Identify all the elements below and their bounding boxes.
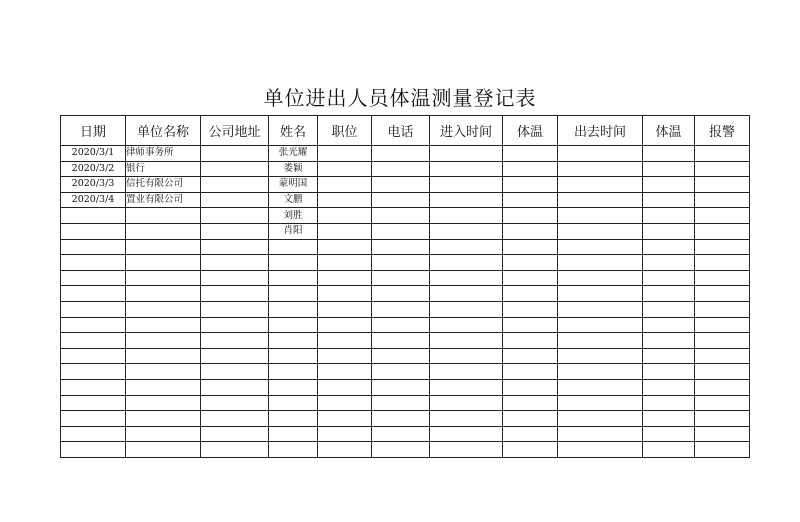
- cell-unit-name: [126, 442, 201, 458]
- cell-position: [318, 442, 372, 458]
- cell-entry-time: [430, 286, 503, 302]
- cell-phone: [372, 426, 430, 442]
- cell-temperature-in: [503, 426, 558, 442]
- cell-phone: [372, 364, 430, 380]
- cell-temperature-in: [503, 364, 558, 380]
- cell-entry-time: [430, 192, 503, 208]
- table-body: [61, 146, 750, 458]
- cell-exit-time: [558, 270, 643, 286]
- cell-temperature-out: [643, 286, 695, 302]
- cell-company-address: [201, 442, 269, 458]
- cell-temperature-in: [503, 379, 558, 395]
- cell-unit-name: [126, 395, 201, 411]
- table-row: [61, 317, 750, 333]
- cell-date: [61, 239, 126, 255]
- cell-temperature-in: [503, 348, 558, 364]
- cell-date: [61, 348, 126, 364]
- header-phone: 电话: [372, 116, 430, 146]
- cell-entry-time: [430, 301, 503, 317]
- table-row: [61, 208, 750, 224]
- cell-date: [61, 379, 126, 395]
- cell-date: [61, 317, 126, 333]
- cell-phone: [372, 442, 430, 458]
- cell-person-name: [269, 426, 318, 442]
- cell-entry-time: [430, 177, 503, 193]
- cell-person-name: [269, 411, 318, 427]
- table-row: [61, 379, 750, 395]
- cell-date: [61, 223, 126, 239]
- cell-phone: [372, 239, 430, 255]
- cell-entry-time: [430, 146, 503, 162]
- cell-unit-name: [126, 348, 201, 364]
- cell-unit-name: [126, 411, 201, 427]
- cell-company-address: [201, 348, 269, 364]
- header-date: 日期: [61, 116, 126, 146]
- cell-position: [318, 286, 372, 302]
- cell-person-name: 文鹏: [269, 192, 318, 208]
- cell-phone: [372, 223, 430, 239]
- cell-temperature-out: [643, 442, 695, 458]
- cell-company-address: [201, 255, 269, 271]
- table-row: [61, 161, 750, 177]
- table-row: [61, 442, 750, 458]
- cell-alarm: [695, 255, 750, 271]
- cell-entry-time: [430, 270, 503, 286]
- cell-temperature-out: [643, 208, 695, 224]
- cell-position: [318, 301, 372, 317]
- cell-person-name: 张光耀: [269, 146, 318, 162]
- header-unit-name: 单位名称: [126, 116, 201, 146]
- header-position: 职位: [318, 116, 372, 146]
- cell-position: [318, 364, 372, 380]
- cell-person-name: 刘胜: [269, 208, 318, 224]
- cell-position: [318, 379, 372, 395]
- header-temperature-out: 体温: [643, 116, 695, 146]
- cell-temperature-in: [503, 301, 558, 317]
- table-row: [61, 395, 750, 411]
- cell-alarm: [695, 411, 750, 427]
- table-row: [61, 223, 750, 239]
- table-row: [61, 239, 750, 255]
- cell-entry-time: [430, 426, 503, 442]
- header-exit-time: 出去时间: [558, 116, 643, 146]
- cell-date: 2020/3/2: [61, 161, 126, 177]
- cell-exit-time: [558, 161, 643, 177]
- cell-exit-time: [558, 411, 643, 427]
- cell-person-name: [269, 239, 318, 255]
- cell-entry-time: [430, 411, 503, 427]
- cell-position: [318, 317, 372, 333]
- cell-unit-name: [126, 364, 201, 380]
- cell-alarm: [695, 177, 750, 193]
- header-person-name: 姓名: [269, 116, 318, 146]
- cell-phone: [372, 286, 430, 302]
- cell-exit-time: [558, 208, 643, 224]
- header-entry-time: 进入时间: [430, 116, 503, 146]
- cell-unit-name: 律师事务所: [126, 146, 201, 162]
- cell-temperature-in: [503, 411, 558, 427]
- cell-unit-name: [126, 317, 201, 333]
- cell-company-address: [201, 192, 269, 208]
- cell-temperature-in: [503, 286, 558, 302]
- cell-temperature-in: [503, 192, 558, 208]
- cell-temperature-in: [503, 317, 558, 333]
- page-title: 单位进出人员体温测量登记表: [263, 86, 537, 110]
- cell-unit-name: [126, 379, 201, 395]
- cell-alarm: [695, 379, 750, 395]
- cell-position: [318, 348, 372, 364]
- table-row: [61, 301, 750, 317]
- cell-person-name: [269, 270, 318, 286]
- cell-alarm: [695, 395, 750, 411]
- table-row: [61, 411, 750, 427]
- cell-phone: [372, 177, 430, 193]
- cell-unit-name: [126, 333, 201, 349]
- cell-company-address: [201, 161, 269, 177]
- cell-position: [318, 192, 372, 208]
- header-row: [61, 116, 750, 146]
- cell-company-address: [201, 223, 269, 239]
- cell-temperature-in: [503, 442, 558, 458]
- cell-exit-time: [558, 239, 643, 255]
- cell-unit-name: 置业有限公司: [126, 192, 201, 208]
- cell-position: [318, 146, 372, 162]
- cell-temperature-out: [643, 395, 695, 411]
- cell-unit-name: [126, 223, 201, 239]
- cell-entry-time: [430, 333, 503, 349]
- header-temperature-in: 体温: [503, 116, 558, 146]
- cell-date: [61, 270, 126, 286]
- cell-person-name: [269, 286, 318, 302]
- cell-position: [318, 239, 372, 255]
- cell-phone: [372, 146, 430, 162]
- cell-alarm: [695, 286, 750, 302]
- cell-date: 2020/3/1: [61, 146, 126, 162]
- table-row: [61, 270, 750, 286]
- cell-alarm: [695, 146, 750, 162]
- cell-temperature-out: [643, 239, 695, 255]
- cell-company-address: [201, 364, 269, 380]
- cell-temperature-out: [643, 348, 695, 364]
- cell-alarm: [695, 333, 750, 349]
- cell-exit-time: [558, 223, 643, 239]
- cell-unit-name: [126, 286, 201, 302]
- cell-date: [61, 208, 126, 224]
- cell-unit-name: [126, 426, 201, 442]
- cell-temperature-out: [643, 192, 695, 208]
- cell-entry-time: [430, 255, 503, 271]
- table-row: [61, 192, 750, 208]
- cell-exit-time: [558, 364, 643, 380]
- cell-date: [61, 395, 126, 411]
- cell-temperature-in: [503, 223, 558, 239]
- cell-unit-name: [126, 301, 201, 317]
- cell-person-name: [269, 348, 318, 364]
- cell-exit-time: [558, 379, 643, 395]
- cell-position: [318, 223, 372, 239]
- cell-temperature-out: [643, 177, 695, 193]
- cell-alarm: [695, 239, 750, 255]
- table-row: [61, 426, 750, 442]
- cell-position: [318, 177, 372, 193]
- cell-unit-name: [126, 239, 201, 255]
- cell-position: [318, 161, 372, 177]
- cell-exit-time: [558, 177, 643, 193]
- cell-position: [318, 411, 372, 427]
- cell-unit-name: [126, 270, 201, 286]
- cell-unit-name: [126, 255, 201, 271]
- cell-temperature-out: [643, 333, 695, 349]
- cell-company-address: [201, 208, 269, 224]
- cell-date: [61, 301, 126, 317]
- cell-person-name: [269, 255, 318, 271]
- cell-company-address: [201, 146, 269, 162]
- cell-exit-time: [558, 333, 643, 349]
- cell-alarm: [695, 317, 750, 333]
- cell-alarm: [695, 301, 750, 317]
- cell-temperature-out: [643, 411, 695, 427]
- register-table: [60, 115, 750, 458]
- table-row: [61, 255, 750, 271]
- cell-exit-time: [558, 317, 643, 333]
- cell-person-name: [269, 333, 318, 349]
- cell-alarm: [695, 192, 750, 208]
- cell-company-address: [201, 395, 269, 411]
- cell-position: [318, 395, 372, 411]
- cell-company-address: [201, 286, 269, 302]
- cell-exit-time: [558, 146, 643, 162]
- cell-exit-time: [558, 348, 643, 364]
- cell-person-name: [269, 364, 318, 380]
- cell-temperature-out: [643, 161, 695, 177]
- cell-unit-name: 银行: [126, 161, 201, 177]
- table-row: [61, 286, 750, 302]
- cell-entry-time: [430, 317, 503, 333]
- cell-company-address: [201, 317, 269, 333]
- cell-date: [61, 255, 126, 271]
- cell-exit-time: [558, 192, 643, 208]
- cell-phone: [372, 333, 430, 349]
- cell-position: [318, 270, 372, 286]
- cell-temperature-out: [643, 146, 695, 162]
- cell-position: [318, 426, 372, 442]
- cell-temperature-out: [643, 223, 695, 239]
- cell-phone: [372, 255, 430, 271]
- cell-unit-name: 信托有限公司: [126, 177, 201, 193]
- cell-temperature-in: [503, 333, 558, 349]
- cell-temperature-out: [643, 317, 695, 333]
- cell-phone: [372, 301, 430, 317]
- cell-entry-time: [430, 364, 503, 380]
- cell-person-name: 娄颖: [269, 161, 318, 177]
- table-row: [61, 177, 750, 193]
- cell-phone: [372, 411, 430, 427]
- cell-exit-time: [558, 426, 643, 442]
- cell-entry-time: [430, 208, 503, 224]
- cell-entry-time: [430, 239, 503, 255]
- cell-alarm: [695, 223, 750, 239]
- cell-company-address: [201, 379, 269, 395]
- cell-date: 2020/3/4: [61, 192, 126, 208]
- cell-alarm: [695, 208, 750, 224]
- cell-phone: [372, 395, 430, 411]
- cell-temperature-in: [503, 146, 558, 162]
- cell-date: [61, 411, 126, 427]
- cell-company-address: [201, 177, 269, 193]
- header-company-address: 公司地址: [201, 116, 269, 146]
- cell-date: [61, 286, 126, 302]
- header-alarm: 报警: [695, 116, 750, 146]
- cell-temperature-out: [643, 379, 695, 395]
- cell-person-name: [269, 317, 318, 333]
- cell-exit-time: [558, 286, 643, 302]
- cell-person-name: [269, 442, 318, 458]
- cell-entry-time: [430, 223, 503, 239]
- cell-phone: [372, 348, 430, 364]
- cell-temperature-out: [643, 301, 695, 317]
- cell-company-address: [201, 239, 269, 255]
- cell-exit-time: [558, 255, 643, 271]
- cell-company-address: [201, 301, 269, 317]
- cell-entry-time: [430, 442, 503, 458]
- cell-temperature-in: [503, 395, 558, 411]
- cell-person-name: [269, 395, 318, 411]
- cell-unit-name: [126, 208, 201, 224]
- cell-alarm: [695, 348, 750, 364]
- cell-phone: [372, 317, 430, 333]
- cell-entry-time: [430, 395, 503, 411]
- cell-alarm: [695, 270, 750, 286]
- cell-temperature-out: [643, 255, 695, 271]
- cell-temperature-out: [643, 426, 695, 442]
- cell-exit-time: [558, 395, 643, 411]
- cell-company-address: [201, 411, 269, 427]
- cell-position: [318, 333, 372, 349]
- cell-phone: [372, 161, 430, 177]
- cell-company-address: [201, 426, 269, 442]
- cell-temperature-out: [643, 364, 695, 380]
- cell-company-address: [201, 270, 269, 286]
- cell-alarm: [695, 426, 750, 442]
- table-row: [61, 364, 750, 380]
- cell-temperature-in: [503, 270, 558, 286]
- cell-alarm: [695, 364, 750, 380]
- cell-temperature-in: [503, 161, 558, 177]
- cell-person-name: 肖阳: [269, 223, 318, 239]
- cell-entry-time: [430, 379, 503, 395]
- cell-person-name: [269, 379, 318, 395]
- cell-temperature-in: [503, 255, 558, 271]
- cell-exit-time: [558, 301, 643, 317]
- cell-exit-time: [558, 442, 643, 458]
- cell-phone: [372, 208, 430, 224]
- cell-phone: [372, 270, 430, 286]
- cell-temperature-in: [503, 239, 558, 255]
- cell-phone: [372, 379, 430, 395]
- cell-entry-time: [430, 348, 503, 364]
- cell-alarm: [695, 442, 750, 458]
- cell-person-name: 蒙明国: [269, 177, 318, 193]
- cell-position: [318, 255, 372, 271]
- cell-temperature-out: [643, 270, 695, 286]
- table-row: [61, 348, 750, 364]
- cell-alarm: [695, 161, 750, 177]
- cell-phone: [372, 192, 430, 208]
- cell-person-name: [269, 301, 318, 317]
- table-row: [61, 333, 750, 349]
- cell-date: 2020/3/3: [61, 177, 126, 193]
- cell-date: [61, 442, 126, 458]
- cell-position: [318, 208, 372, 224]
- cell-date: [61, 364, 126, 380]
- cell-date: [61, 426, 126, 442]
- cell-temperature-in: [503, 208, 558, 224]
- cell-date: [61, 333, 126, 349]
- cell-temperature-in: [503, 177, 558, 193]
- cell-entry-time: [430, 161, 503, 177]
- cell-company-address: [201, 333, 269, 349]
- table-row: [61, 146, 750, 162]
